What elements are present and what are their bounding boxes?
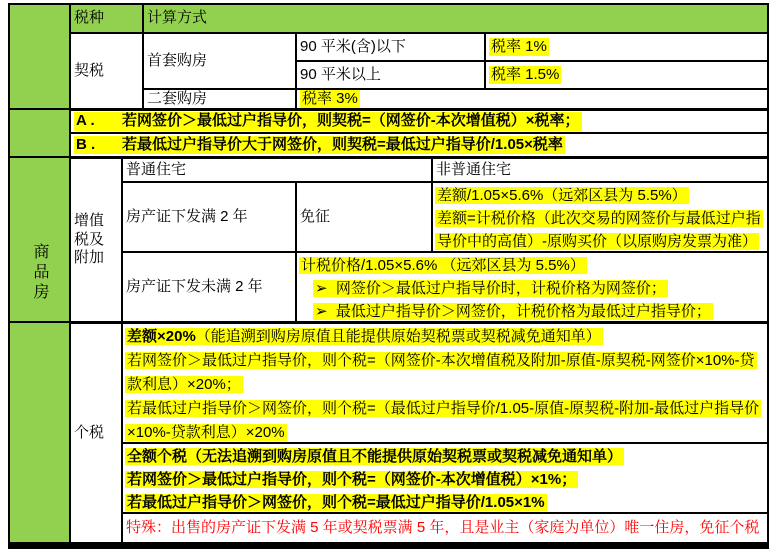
first-home-label: 首套购房 [147,51,208,69]
section-divider [8,108,769,110]
deed-note-b-row [70,133,769,158]
cert-over-2y-label: 房产证下发满 2 年 [126,207,248,225]
header-tax-type-label: 税种 [74,8,105,26]
exempt-label: 免征 [300,207,331,225]
non-ordinary-line-2: 差额=计税价格（此次交易的网签价与最低过户指 [437,210,761,227]
income-diff-line-3: 款利息）×20%； [127,376,241,393]
cert-over-2y-cell [122,182,296,252]
arrow-bullet-icon: ➢ [315,280,328,297]
income-special-cell [122,513,769,543]
arrow-bullet-icon: ➢ [315,303,328,320]
income-diff-line-2: 若网签价＞最低过户指导价，则个税=（网签价-本次增值税及附加-原值-原契税-网签价×10%-贷 [127,352,755,369]
under-2y-bullet-line-1 [313,280,668,297]
under-2y-bullet-2-text: 最低过户指导价＞网签价，计税价格为最低过户指导价； [335,303,711,320]
second-home-rate: 税率 3% [302,89,358,107]
cert-under-2y-cell [122,252,296,322]
income-full-line-1: 全额个税（无法追溯到购房原值且不能提供原始契税票或契税减免通知单） [127,448,623,465]
under-2y-formula-cell [296,252,769,322]
under90-label: 90 平米(含)以下 [300,37,406,55]
non-ordinary-housing-label: 非普通住宅 [436,160,512,178]
cert-under-2y-label: 房产证下发未满 2 年 [126,277,263,295]
under90-rate: 税率 1% [491,37,547,55]
over90-rate: 税率 1.5% [491,65,560,83]
first-home-cell [143,33,296,89]
income-tax-label: 个税 [74,423,105,441]
vat-label: 增值税及附加 [74,211,105,267]
category-column [8,3,70,543]
deed-note-a [74,112,582,131]
deed-tax-label-cell [70,33,143,109]
income-special-note: 特殊：出售的房产证下发满 5 年或契税票满 5 年，且是业主（家庭为单位）唯一住房，免征个税 [126,518,760,536]
income-diff-method-cell [122,322,769,443]
second-home-cell [143,89,296,109]
header-calc-method [143,3,769,33]
under90-rate-cell [485,33,769,61]
non-ordinary-housing-cell [432,158,769,182]
income-diff-line-5: ×10%-贷款利息）×20% [127,424,285,441]
header-tax-type [70,3,143,33]
income-diff-bold: 差额×20% [127,328,196,345]
header-calc-method-label: 计算方式 [147,8,208,26]
deed-tax-label: 契税 [74,61,105,79]
section-divider [8,156,769,158]
deed-note-a-row [70,109,769,133]
non-ordinary-line-3: 导价中的高值）-原购买价（以原购房发票为准） [437,233,757,250]
income-diff-line-1 [125,328,603,345]
deed-note-b-label: B . [76,135,96,153]
ordinary-housing-cell [122,158,432,182]
under-2y-bullet-line-2 [313,303,713,320]
exempt-cell [296,182,432,252]
income-tax-label-cell [70,322,122,543]
non-ordinary-line-1: 差额/1.05×5.6%（远郊区县为 5.5%） [437,187,687,204]
over90-label: 90 平米以上 [300,65,381,83]
over90-rate-cell [485,61,769,89]
category-label: 商品房 [31,243,48,303]
income-full-line-3: 若最低过户指导价＞网签价，则个税=最低过户指导价/1.05×1% [127,494,545,511]
under-2y-bullet-1-text: 网签价＞最低过户指导价时，计税价格为网签价； [335,280,666,297]
ordinary-housing-label: 普通住宅 [126,160,187,178]
income-full-line-2: 若网签价＞最低过户指导价，则个税=（网签价-本次增值税）×1%； [127,471,577,488]
income-diff-line-4: 若最低过户指导价＞网签价，则个税=（最低过户指导价/1.05-原值-原契税-附加-最低过户指导价 [127,400,760,417]
deed-note-b-text: 若最低过户指导价大于网签价，则契税=最低过户指导价/1.05×税率 [122,135,563,153]
deed-note-b [74,136,565,155]
income-diff-paren: （能追溯到购房原值且能提供原始契税票或契税减免通知单） [195,328,601,345]
income-full-method-cell [122,443,769,513]
non-ordinary-formula-cell [432,182,769,252]
under90-cell [296,33,485,61]
second-home-label: 二套购房 [147,89,208,107]
second-home-rate-cell [296,89,769,109]
deed-note-a-text: 若网签价＞最低过户指导价，则契税=（网签价-本次增值税）×税率； [122,112,580,130]
vat-label-cell [70,158,122,322]
section-divider [8,321,769,323]
deed-note-a-label: A . [76,112,95,130]
over90-cell [296,61,485,89]
under-2y-formula: 计税价格/1.05×5.6% （远郊区县为 5.5%） [301,257,585,274]
